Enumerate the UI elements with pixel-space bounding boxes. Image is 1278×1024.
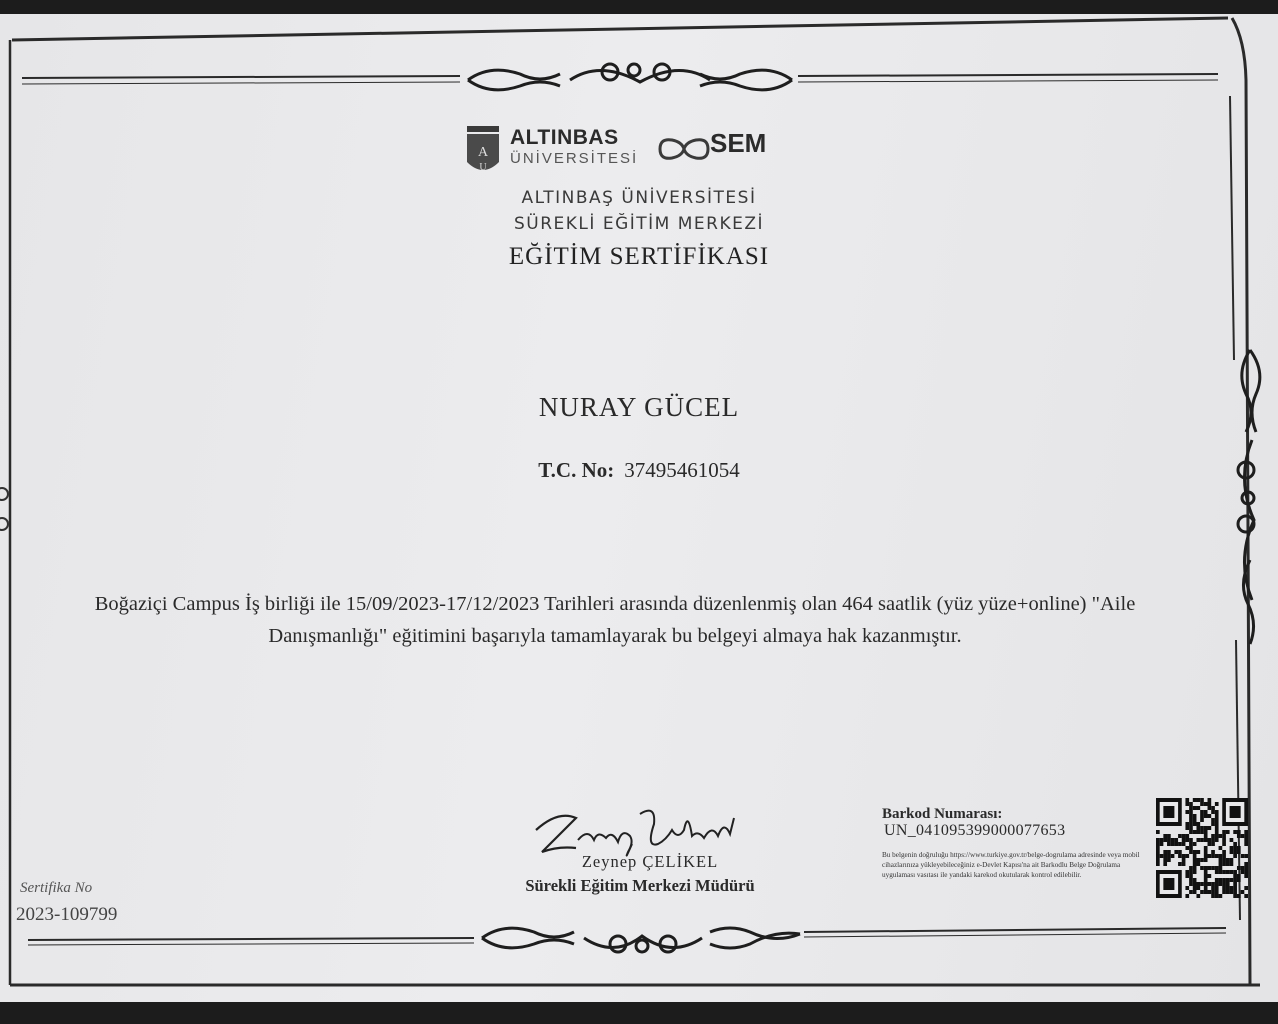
infinity-sem-icon: [654, 134, 712, 164]
certificate-number-label: Sertifika No: [20, 880, 93, 896]
header-logos: [466, 122, 786, 182]
altinbas-logo-word: ALTINBAS: [510, 126, 619, 149]
sem-logo-word: SEM: [710, 128, 767, 158]
barcode-label: Barkod Numarası:: [882, 806, 1003, 822]
education-center-name: SÜREKLİ EĞİTİM MERKEZİ: [514, 214, 764, 234]
certificate-number-value: 2023-109799: [16, 904, 118, 925]
recipient-name: NURAY GÜCEL: [538, 392, 740, 422]
barcode-verification-note: Bu belgenin doğruluğu https://www.turkiye.gov.tr/belge-dogrulama adresinde veya mobil cihazlarınıza yükleyebileceğiniz e-Devlet Kapısı'na ait Barkodlu Belge Doğrulama uygulaması vasıtası ile yandaki karekod okutularak kontrol edilebilir.: [882, 851, 1140, 879]
svg-text:A: A: [477, 145, 489, 160]
signer-title: Sürekli Eğitim Merkezi Müdürü: [525, 876, 755, 895]
signer-name: Zeynep ÇELİKEL: [581, 852, 719, 871]
tc-label: T.C. No:: [538, 458, 615, 482]
certificate-title: EĞİTİM SERTİFİKASI: [508, 243, 770, 270]
certificate-body-text: Boğaziçi Campus İş birliği ile 15/09/2023-17/12/2023 Tarihleri arasında düzenlenmiş olan 464 saatlik (yüz yüze+online) "Aile Danışmanlığı" eğitimini başarıyla tamamlayarak bu belgeyi almaya hak kazanmıştır.: [94, 593, 1136, 647]
tc-number-row: [0, 458, 1278, 483]
top-ornament: [468, 64, 792, 90]
universitesi-logo-word: ÜNİVERSİTESİ: [510, 150, 639, 167]
barcode-number: UN_041095399000077653: [884, 822, 1066, 839]
bottom-ornament: [482, 928, 800, 952]
AU-shield-icon: [466, 126, 500, 178]
tc-number: 37495461054: [624, 458, 740, 482]
university-name: ALTINBAŞ ÜNİVERSİTESİ: [521, 188, 757, 208]
svg-text:U: U: [479, 162, 487, 173]
qr-code-icon: [1156, 798, 1248, 898]
